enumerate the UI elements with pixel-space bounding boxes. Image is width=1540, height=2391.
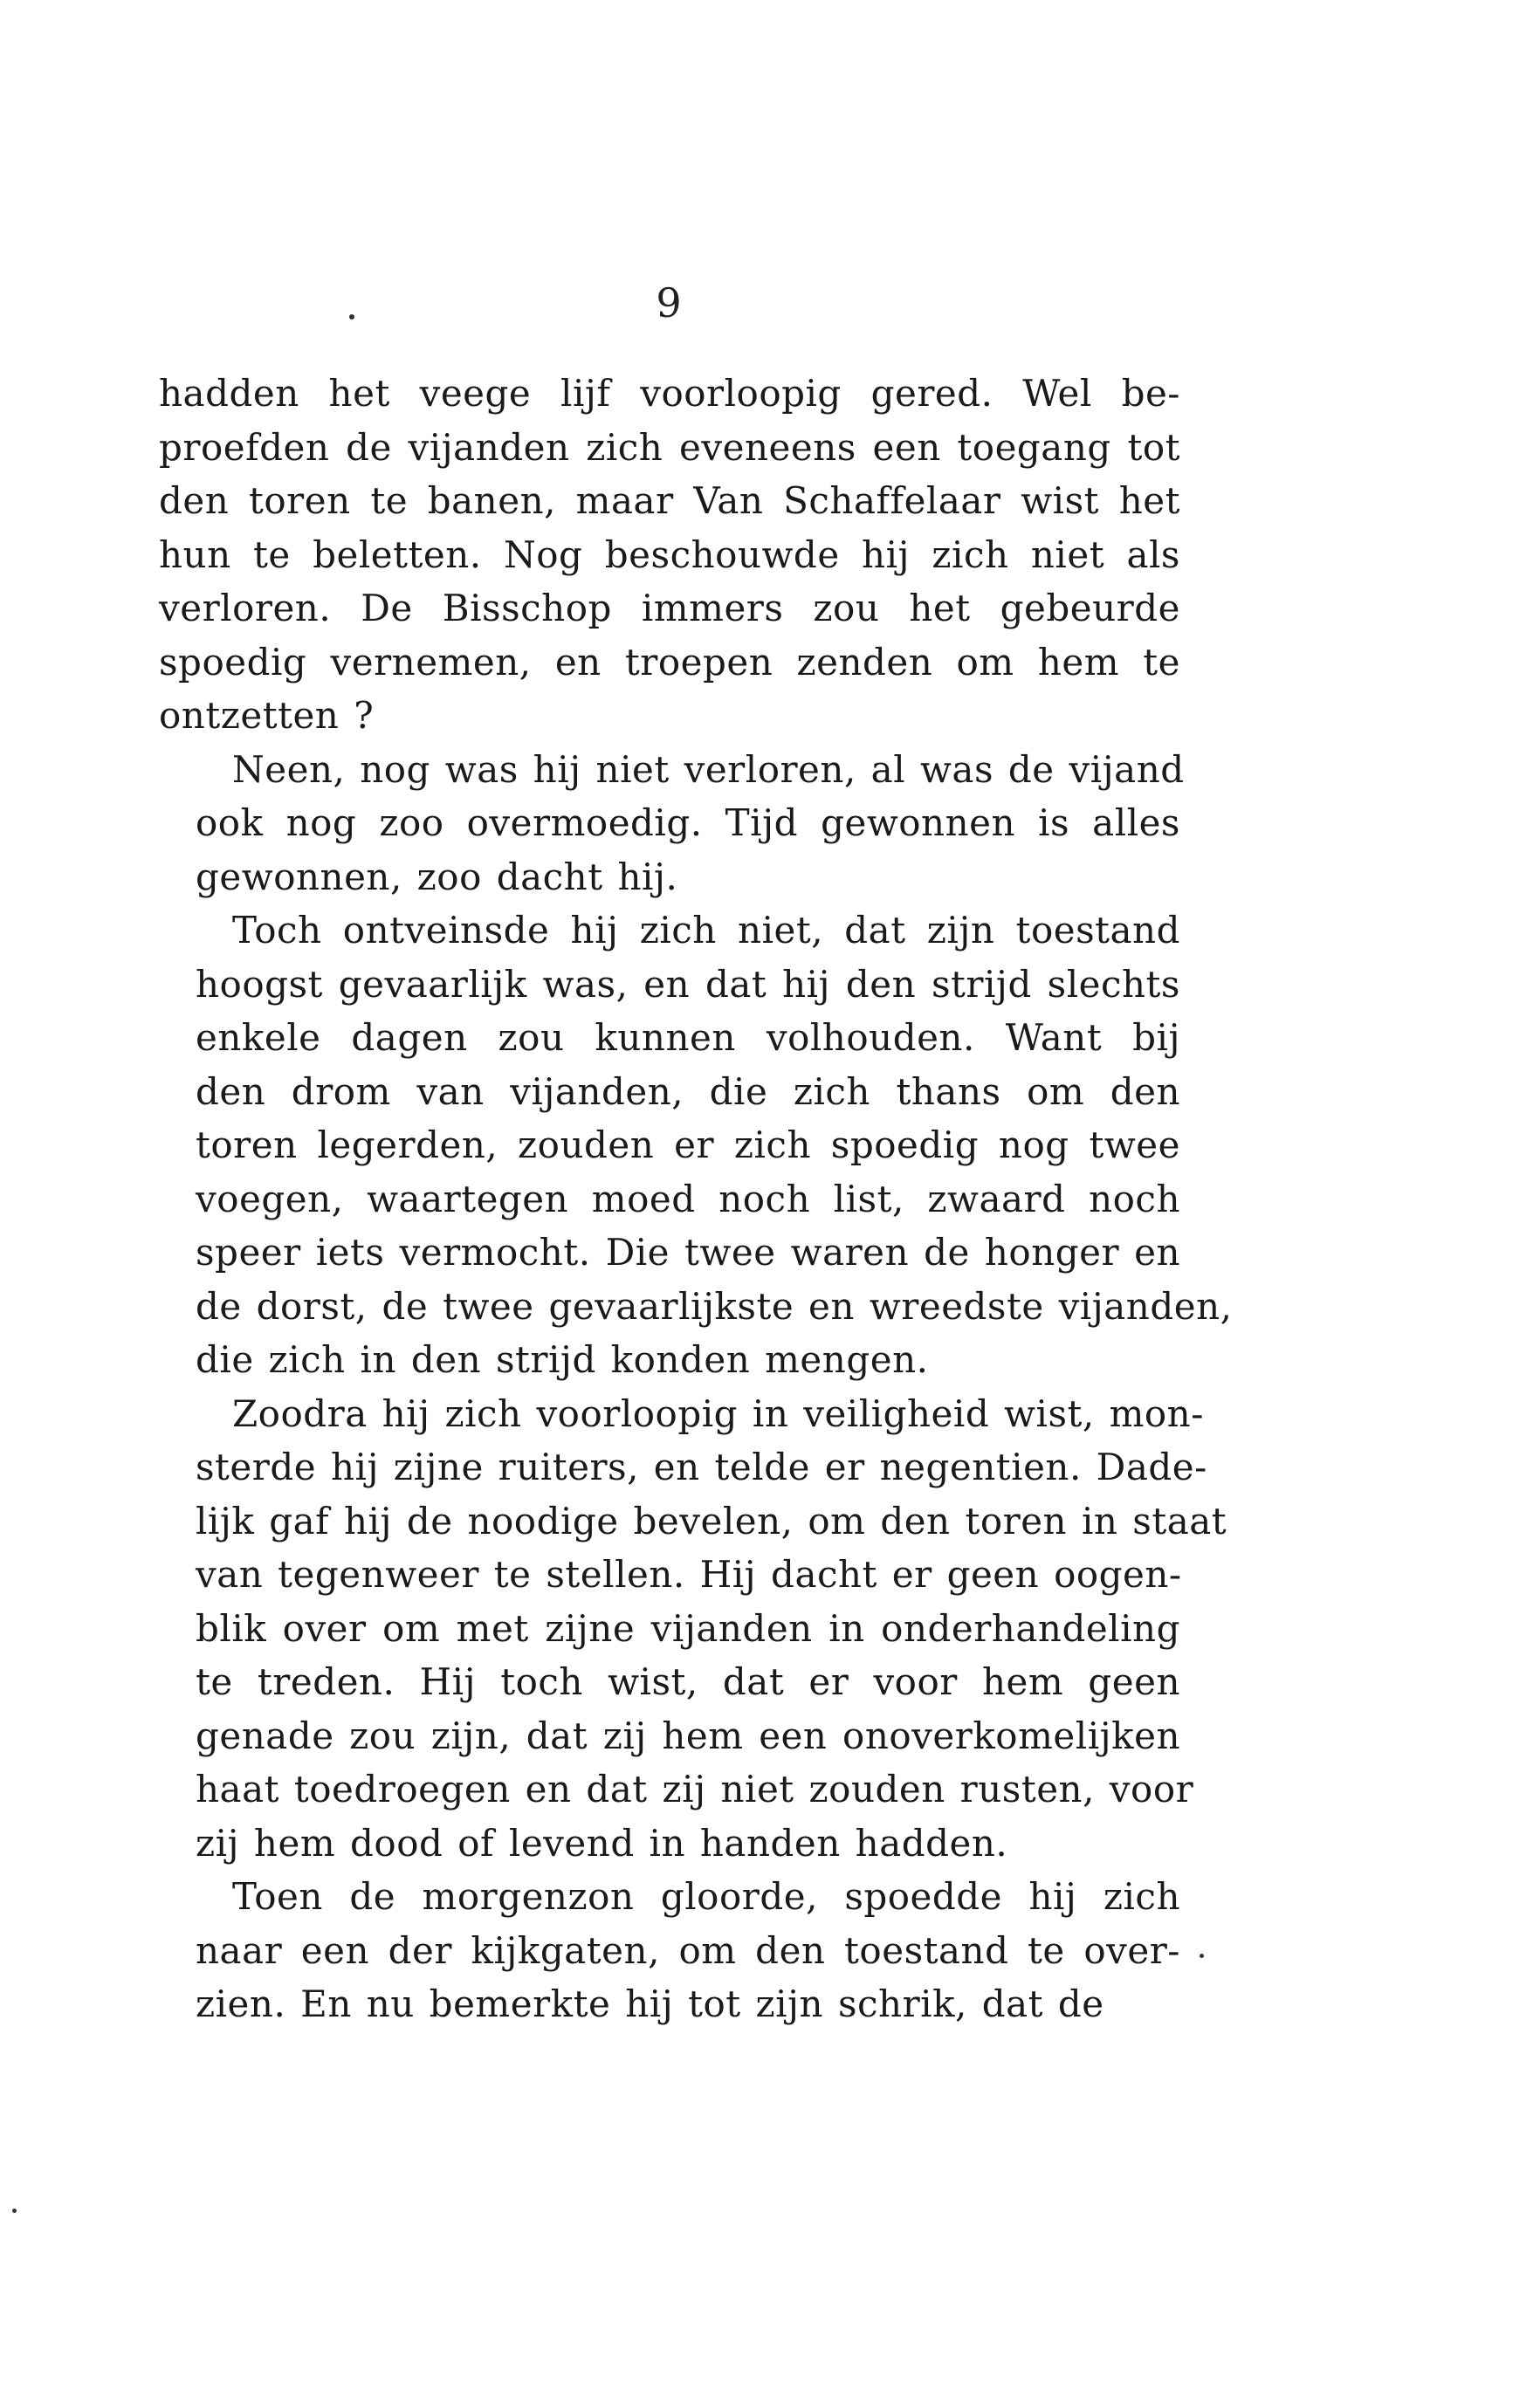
text-line: enkele dagen zou kunnen volhouden. Want bij [196,1016,1180,1059]
text-line: die zich in den strijd konden mengen. [196,1338,929,1381]
text-line: Zoodra hij zich voorloopig in veiligheid wist, mon- [232,1391,1204,1435]
text-line: spoedig vernemen, en troepen zenden om hem te [159,640,1180,684]
paragraph [159,743,1185,904]
text-line: lijk gaf hij de noodige bevelen, om den toren in staat [196,1499,1227,1542]
text-line: toren legerden, zouden er zich spoedig nog twee [196,1123,1180,1166]
text-line: naar een der kijkgaten, om den toestand te over- [196,1928,1180,1972]
text-line: te treden. Hij toch wist, dat er voor hem geen [196,1660,1180,1703]
text-line: Toch ontveinsde hij zich niet, dat zijn toestand [232,909,1180,952]
text-line: den drom van vijanden, die zich thans om den [196,1069,1180,1113]
text-line: Toen de morgenzon gloorde, spoedde hij zich [232,1875,1180,1918]
page-number: 9 [656,279,682,326]
body-text [159,367,1233,2031]
text-line: zij hem dood of levend in handen hadden. [196,1821,1008,1865]
ink-speck [1200,1954,1204,1958]
text-line: sterde hij zijne ruiters, en telde er negentien. Dade- [196,1446,1207,1488]
text-line: hun te beletten. Nog beschouwde hij zich niet als [159,532,1180,576]
text-line: de dorst, de twee gevaarlijkste en wreedste vijanden, [196,1284,1233,1328]
text-line: voegen, waartegen moed noch list, zwaard noch [196,1177,1180,1220]
text-line: proefden de vijanden zich eveneens een toegang tot [159,425,1180,469]
paragraph [159,1870,1180,2031]
text-line: hadden het veege lijf voorloopig gered. Wel be- [159,372,1180,415]
text-line: haat toedroegen en dat zij niet zouden rusten, voor [196,1768,1194,1810]
text-line: Neen, nog was hij niet verloren, al was de vijand [232,747,1185,791]
text-line: gewonnen, zoo dacht hij. [196,855,678,898]
paragraph [159,903,1233,1387]
text-line: ontzetten ? [159,694,375,737]
paragraph [159,367,1180,743]
text-line: den toren te banen, maar Van Schaffelaar wist het [159,479,1180,522]
text-line: genade zou zijn, dat zij hem een onoverkomelijken [196,1714,1180,1757]
text-line: speer iets vermocht. Die twee waren de honger en [196,1231,1180,1274]
text-line: zien. En nu bemerkte hij tot zijn schrik, dat de [196,1982,1104,2025]
text-line: verloren. De Bisschop immers zou het gebeurde [159,587,1180,629]
paragraph [159,1387,1227,1871]
ink-speck [12,2209,17,2213]
text-line: ook nog zoo overmoedig. Tijd gewonnen is alles [196,801,1180,844]
text-line: blik over om met zijne vijanden in onderhandeling [196,1606,1180,1650]
ink-speck [349,314,354,319]
text-line: van tegenweer te stellen. Hij dacht er geen oogen- [196,1553,1182,1596]
text-line: hoogst gevaarlijk was, en dat hij den strijd slechts [196,962,1180,1006]
